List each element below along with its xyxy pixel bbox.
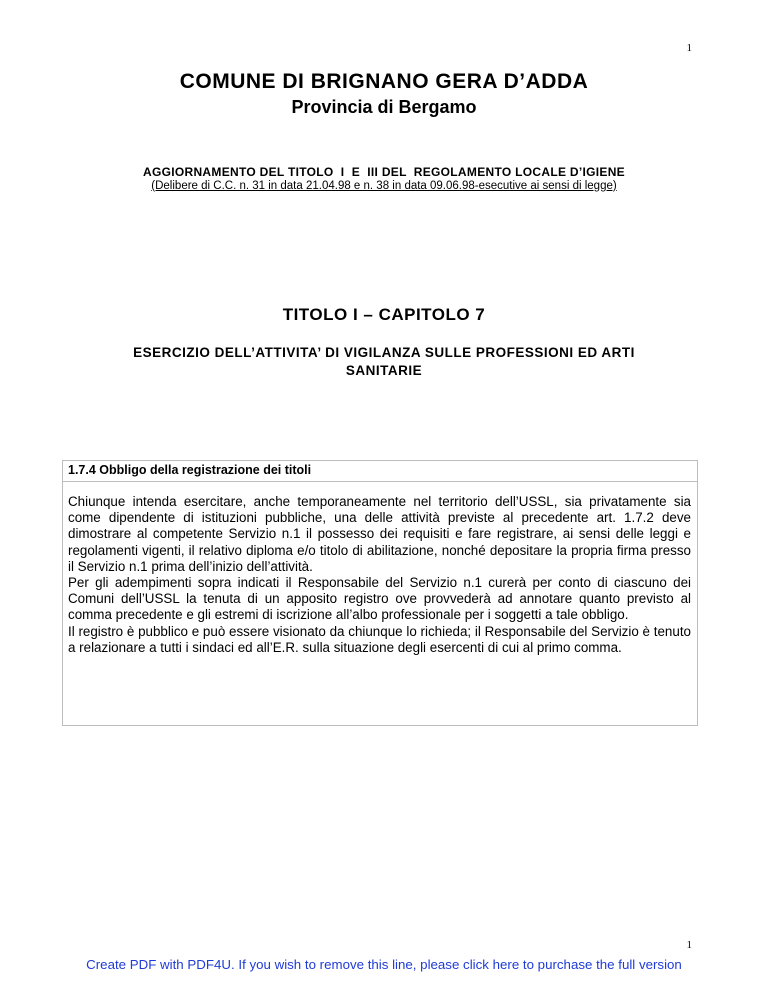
paragraph: Per gli adempimenti sopra indicati il Responsabile del Servizio n.1 curerà per conto di ciascuno dei Comuni dell’USSL la tenuta di un apposito registro ove provvederà ad annotare quanto previsto al comma precedente e gli estremi di iscrizione all’albo professionale per i soggetti a tale obbligo. <box>68 575 691 623</box>
delibere-reference: (Delibere di C.C. n. 31 in data 21.04.98 e n. 38 in data 09.06.98-esecutive ai sensi di legge) <box>151 180 617 192</box>
document-subtitle: Provincia di Bergamo <box>291 97 477 117</box>
paragraph: Il registro è pubblico e può essere visionato da chiunque lo richieda; il Responsabile del Servizio è tenuto a relazionare a tutti i sindaci ed all’E.R. sulla situazione degli esercenti di cui al primo comma. <box>68 623 691 655</box>
chapter-title: TITOLO I – CAPITOLO 7 <box>282 305 486 324</box>
section-box <box>62 460 698 726</box>
chapter-subtitle: ESERCIZIO DELL’ATTIVITA’ DI VIGILANZA SULLE PROFESSIONI ED ARTI SANITARIE <box>133 345 635 378</box>
update-heading: AGGIORNAMENTO DEL TITOLO I E III DEL REGOLAMENTO LOCALE D’IGIENE <box>143 165 625 179</box>
pdf4u-purchase-link[interactable]: Create PDF with PDF4U. If you wish to remove this line, please click here to purchase the full version <box>86 957 682 972</box>
section-body <box>63 482 697 656</box>
page-number-top: 1 <box>686 42 692 54</box>
page-number-bottom: 1 <box>686 939 692 951</box>
paragraph: Chiunque intenda esercitare, anche temporaneamente nel territorio dell’USSL, sia privatamente sia come dipendente di istituzioni pubbliche, una delle attività previste al precedente art. 1.7.2 deve dimostrare al competente Servizio n.1 il possesso dei requisiti e fare registrare, ai sensi delle leggi e regolamenti vigenti, il relativo diploma e/o titolo di abilitazione, nonché depositare la propria firma presso il Servizio n.1 prima dell’inizio dell’attività. <box>68 494 691 574</box>
section-heading: 1.7.4 Obbligo della registrazione dei titoli <box>63 461 697 482</box>
document-title: COMUNE DI BRIGNANO GERA D’ADDA <box>179 70 589 93</box>
